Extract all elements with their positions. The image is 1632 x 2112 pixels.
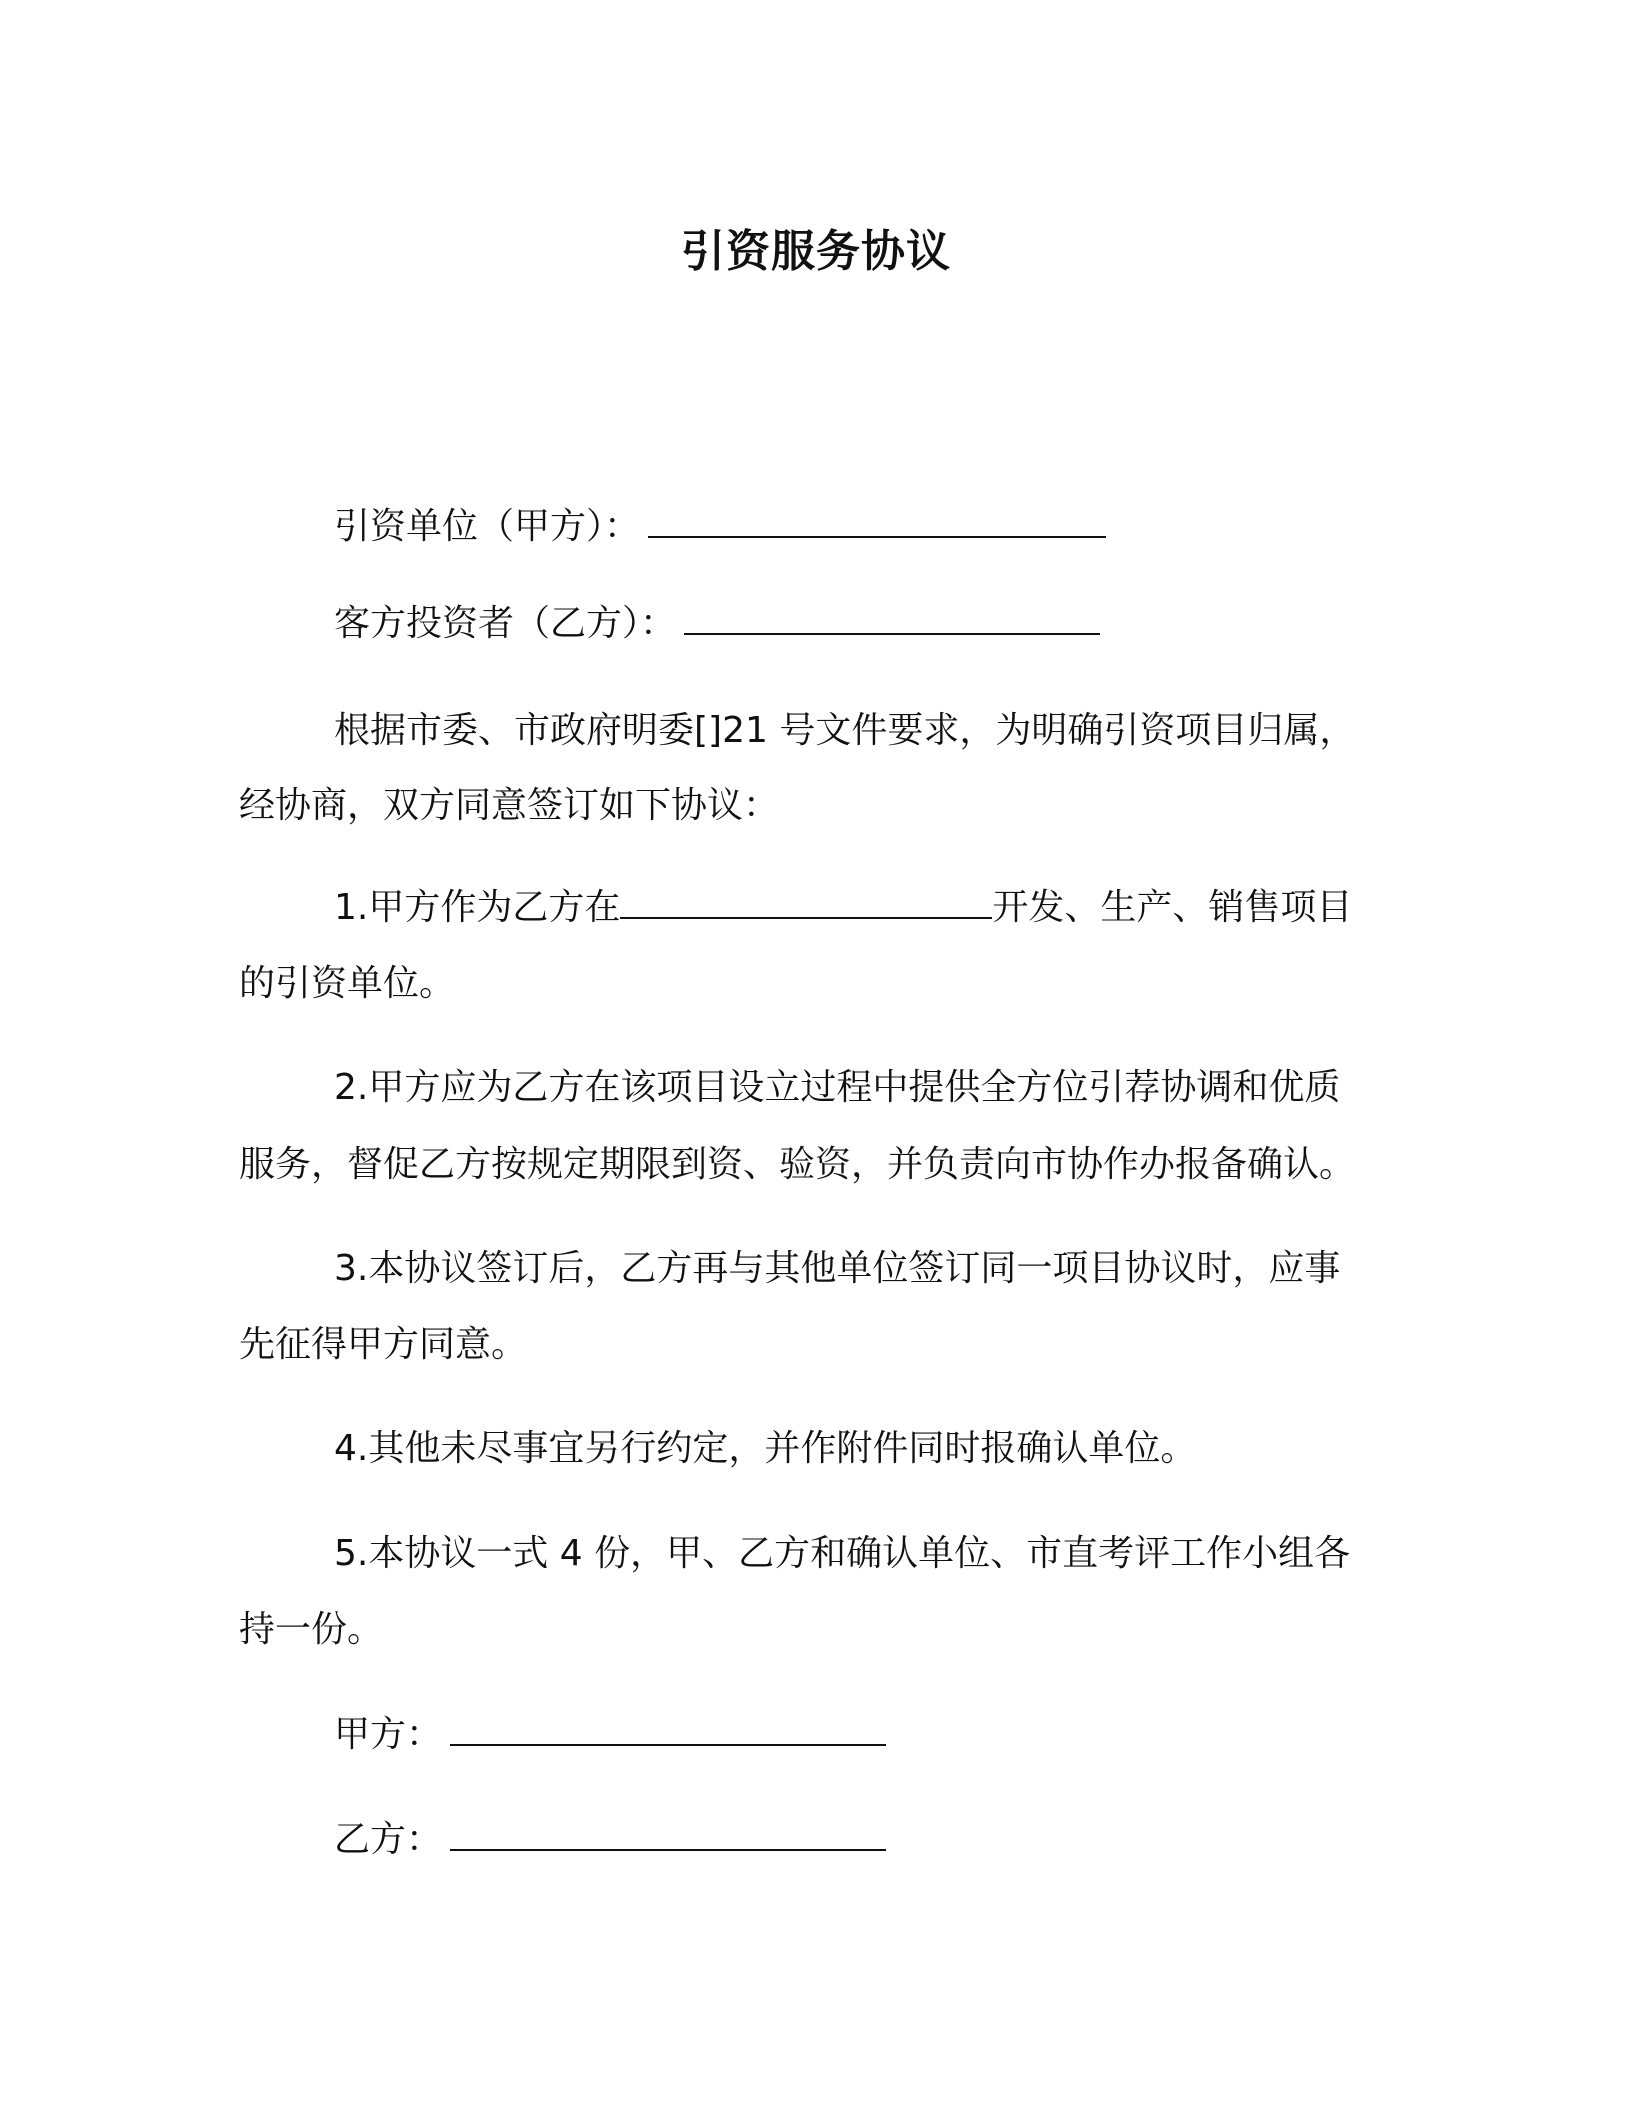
sign-b-blank[interactable]: [450, 1815, 886, 1851]
party-b-blank[interactable]: [684, 599, 1100, 635]
sign-b-line: [334, 1815, 886, 1864]
clause-1-suffix: 开发、生产、销售项目: [992, 887, 1353, 928]
party-a-line: [334, 502, 1106, 551]
party-a-label: 引资单位（甲方）：: [334, 506, 641, 547]
document-title: 引资服务协议: [681, 226, 951, 277]
clause-1-blank[interactable]: [620, 883, 992, 919]
party-b-label: 客方投资者（乙方）：: [334, 603, 677, 644]
sign-b-label: 乙方：: [334, 1819, 443, 1860]
clause-2-line-1: 2.甲方应为乙方在该项目设立过程中提供全方位引荐协调和优质: [334, 1067, 1341, 1108]
clause-3-line-1: 3.本协议签订后，乙方再与其他单位签订同一项目协议时，应事: [334, 1248, 1341, 1289]
intro-line-1: 根据市委、市政府明委[]21 号文件要求，为明确引资项目归属，: [334, 710, 1356, 751]
sign-a-blank[interactable]: [450, 1710, 886, 1746]
sign-a-line: [334, 1710, 886, 1759]
clause-4-line-1: 4.其他未尽事宜另行约定，并作附件同时报确认单位。: [334, 1428, 1197, 1469]
party-a-blank[interactable]: [648, 502, 1106, 538]
sign-a-label: 甲方：: [334, 1714, 443, 1755]
clause-3-line-2: 先征得甲方同意。: [239, 1324, 528, 1365]
clause-1-prefix: 1.甲方作为乙方在: [334, 887, 621, 928]
clause-1-line-2: 的引资单位。: [239, 963, 456, 1004]
intro-line-2: 经协商，双方同意签订如下协议：: [239, 785, 780, 826]
clause-5-line-1: 5.本协议一式 4 份，甲、乙方和确认单位、市直考评工作小组各: [334, 1533, 1351, 1574]
party-b-line: [334, 599, 1100, 648]
clause-1-line-1: [334, 883, 1352, 932]
clause-2-line-2: 服务，督促乙方按规定期限到资、验资，并负责向市协作办报备确认。: [239, 1144, 1356, 1185]
clause-5-line-2: 持一份。: [239, 1609, 384, 1650]
